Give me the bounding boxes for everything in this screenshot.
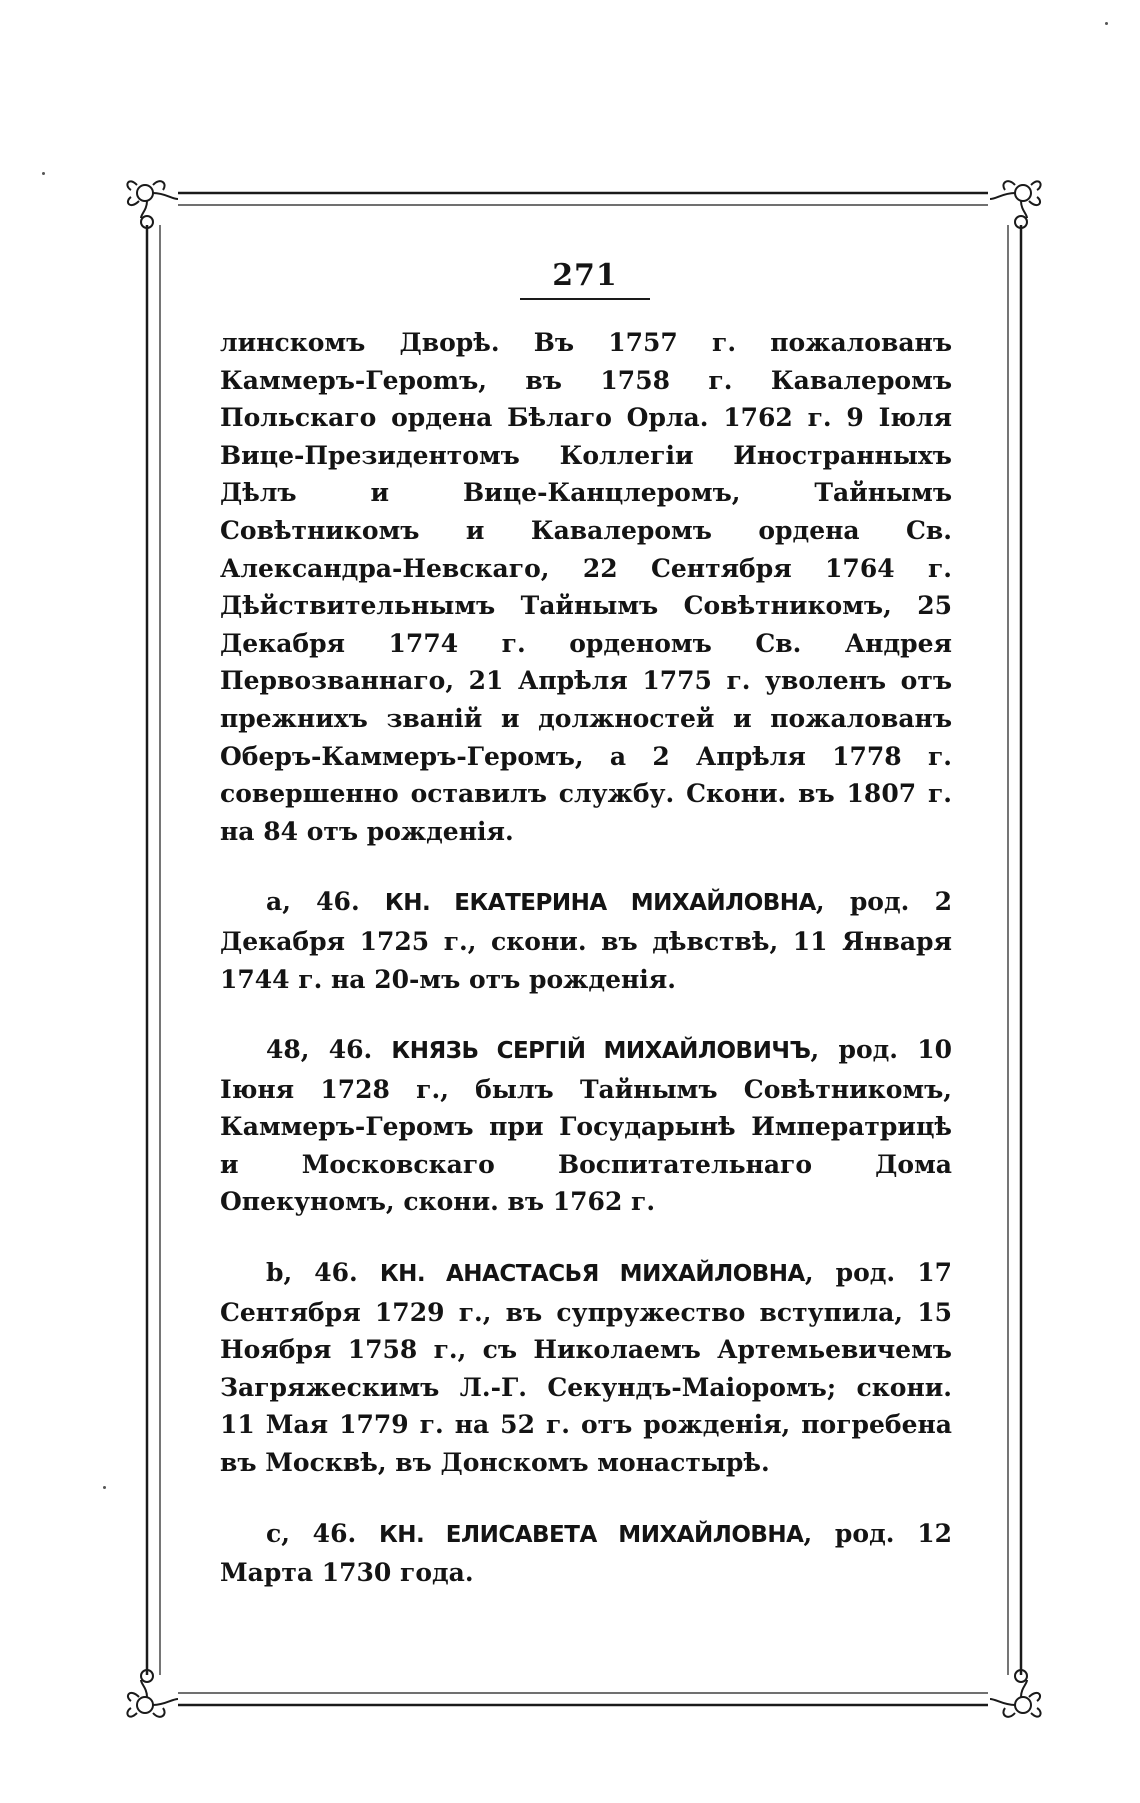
corner-ornament-top-left: [127, 181, 178, 228]
entry-name: КН. ЕЛИСАВЕТА МИХАЙЛОВНА: [378, 1521, 804, 1548]
scan-speck: [103, 1486, 106, 1489]
entry-text: , род. 12 Марта 1730 года.: [220, 1518, 952, 1588]
entry-number: b, 46.: [266, 1258, 358, 1288]
entry-text: , род. 2 Декабря 1725 г., скони. въ дѣвствѣ, 11 Января 1744 г. на 20-мъ отъ рожденія.: [220, 887, 952, 994]
entry-name: КН. ЕКАТЕРИНА МИХАЙЛОВНА: [384, 890, 816, 917]
page-number-rule: [520, 298, 650, 300]
scan-speck: [42, 172, 45, 175]
paragraph-entry: [220, 1031, 952, 1221]
entry-number: а, 46.: [266, 887, 360, 917]
entry-number: с, 46.: [266, 1518, 357, 1548]
corner-ornament-top-right: [990, 181, 1041, 228]
corner-ornament-bottom-left: [127, 1670, 178, 1717]
entry-name: КНЯЗЬ СЕРГІЙ МИХАЙЛОВИЧЪ: [391, 1038, 811, 1065]
entry-text: , род. 17 Сентября 1729 г., въ супружество вступила, 15 Ноября 1758 г., съ Николаемъ Артемьевичемъ Загряжескимъ Л.-Г. Секундъ-Маіоромъ; скони. 11 Мая 1779 г. на 52 г. отъ рожденія, погребена въ Москвѣ, въ Донскомъ монастырѣ.: [220, 1258, 952, 1478]
scan-speck: [1105, 22, 1108, 25]
paragraph-text: линскомъ Дворѣ. Въ 1757 г. пожалованъ Каммеръ-Героmъ, въ 1758 г. Кавалеромъ Польскаго ордена Бѣлаго Орла. 1762 г. 9 Іюля Вице-Президентомъ Коллегіи Иностранныхъ Дѣлъ и Вице-Канцлеромъ, Тайнымъ Совѣтникомъ и Кавалеромъ ордена Св. Александра-Невскаго, 22 Сентября 1764 г. Дѣйствительнымъ Тайнымъ Совѣтникомъ, 25 Декабря 1774 г. орденомъ Св. Андрея Первозваннаго, 21 Апрѣля 1775 г. уволенъ отъ прежнихъ званій и должностей и пожалованъ Оберъ-Каммеръ-Геромъ, а 2 Апрѣля 1778 г. совершенно оставилъ службу. Скони. въ 1807 г. на 84 отъ рожденія.: [220, 328, 952, 846]
paragraph-continuation: [220, 324, 952, 850]
entry-number: 48, 46.: [266, 1035, 373, 1065]
entry-name: КН. АНАСТАСЬЯ МИХАЙЛОВНА: [379, 1261, 805, 1288]
paragraph-entry: [220, 883, 952, 998]
corner-ornament-bottom-right: [990, 1670, 1041, 1717]
paragraph-entry: [220, 1254, 952, 1482]
page-number: 271: [552, 258, 618, 293]
entry-text: , род. 10 Іюня 1728 г., былъ Тайнымъ Совѣтникомъ, Каммеръ-Геромъ при Государынѣ Императрицѣ и Московскаго Воспитательнаго Дома Опекуномъ, скони. въ 1762 г.: [220, 1035, 952, 1217]
body-text: [220, 324, 952, 1592]
paragraph-entry: [220, 1515, 952, 1592]
